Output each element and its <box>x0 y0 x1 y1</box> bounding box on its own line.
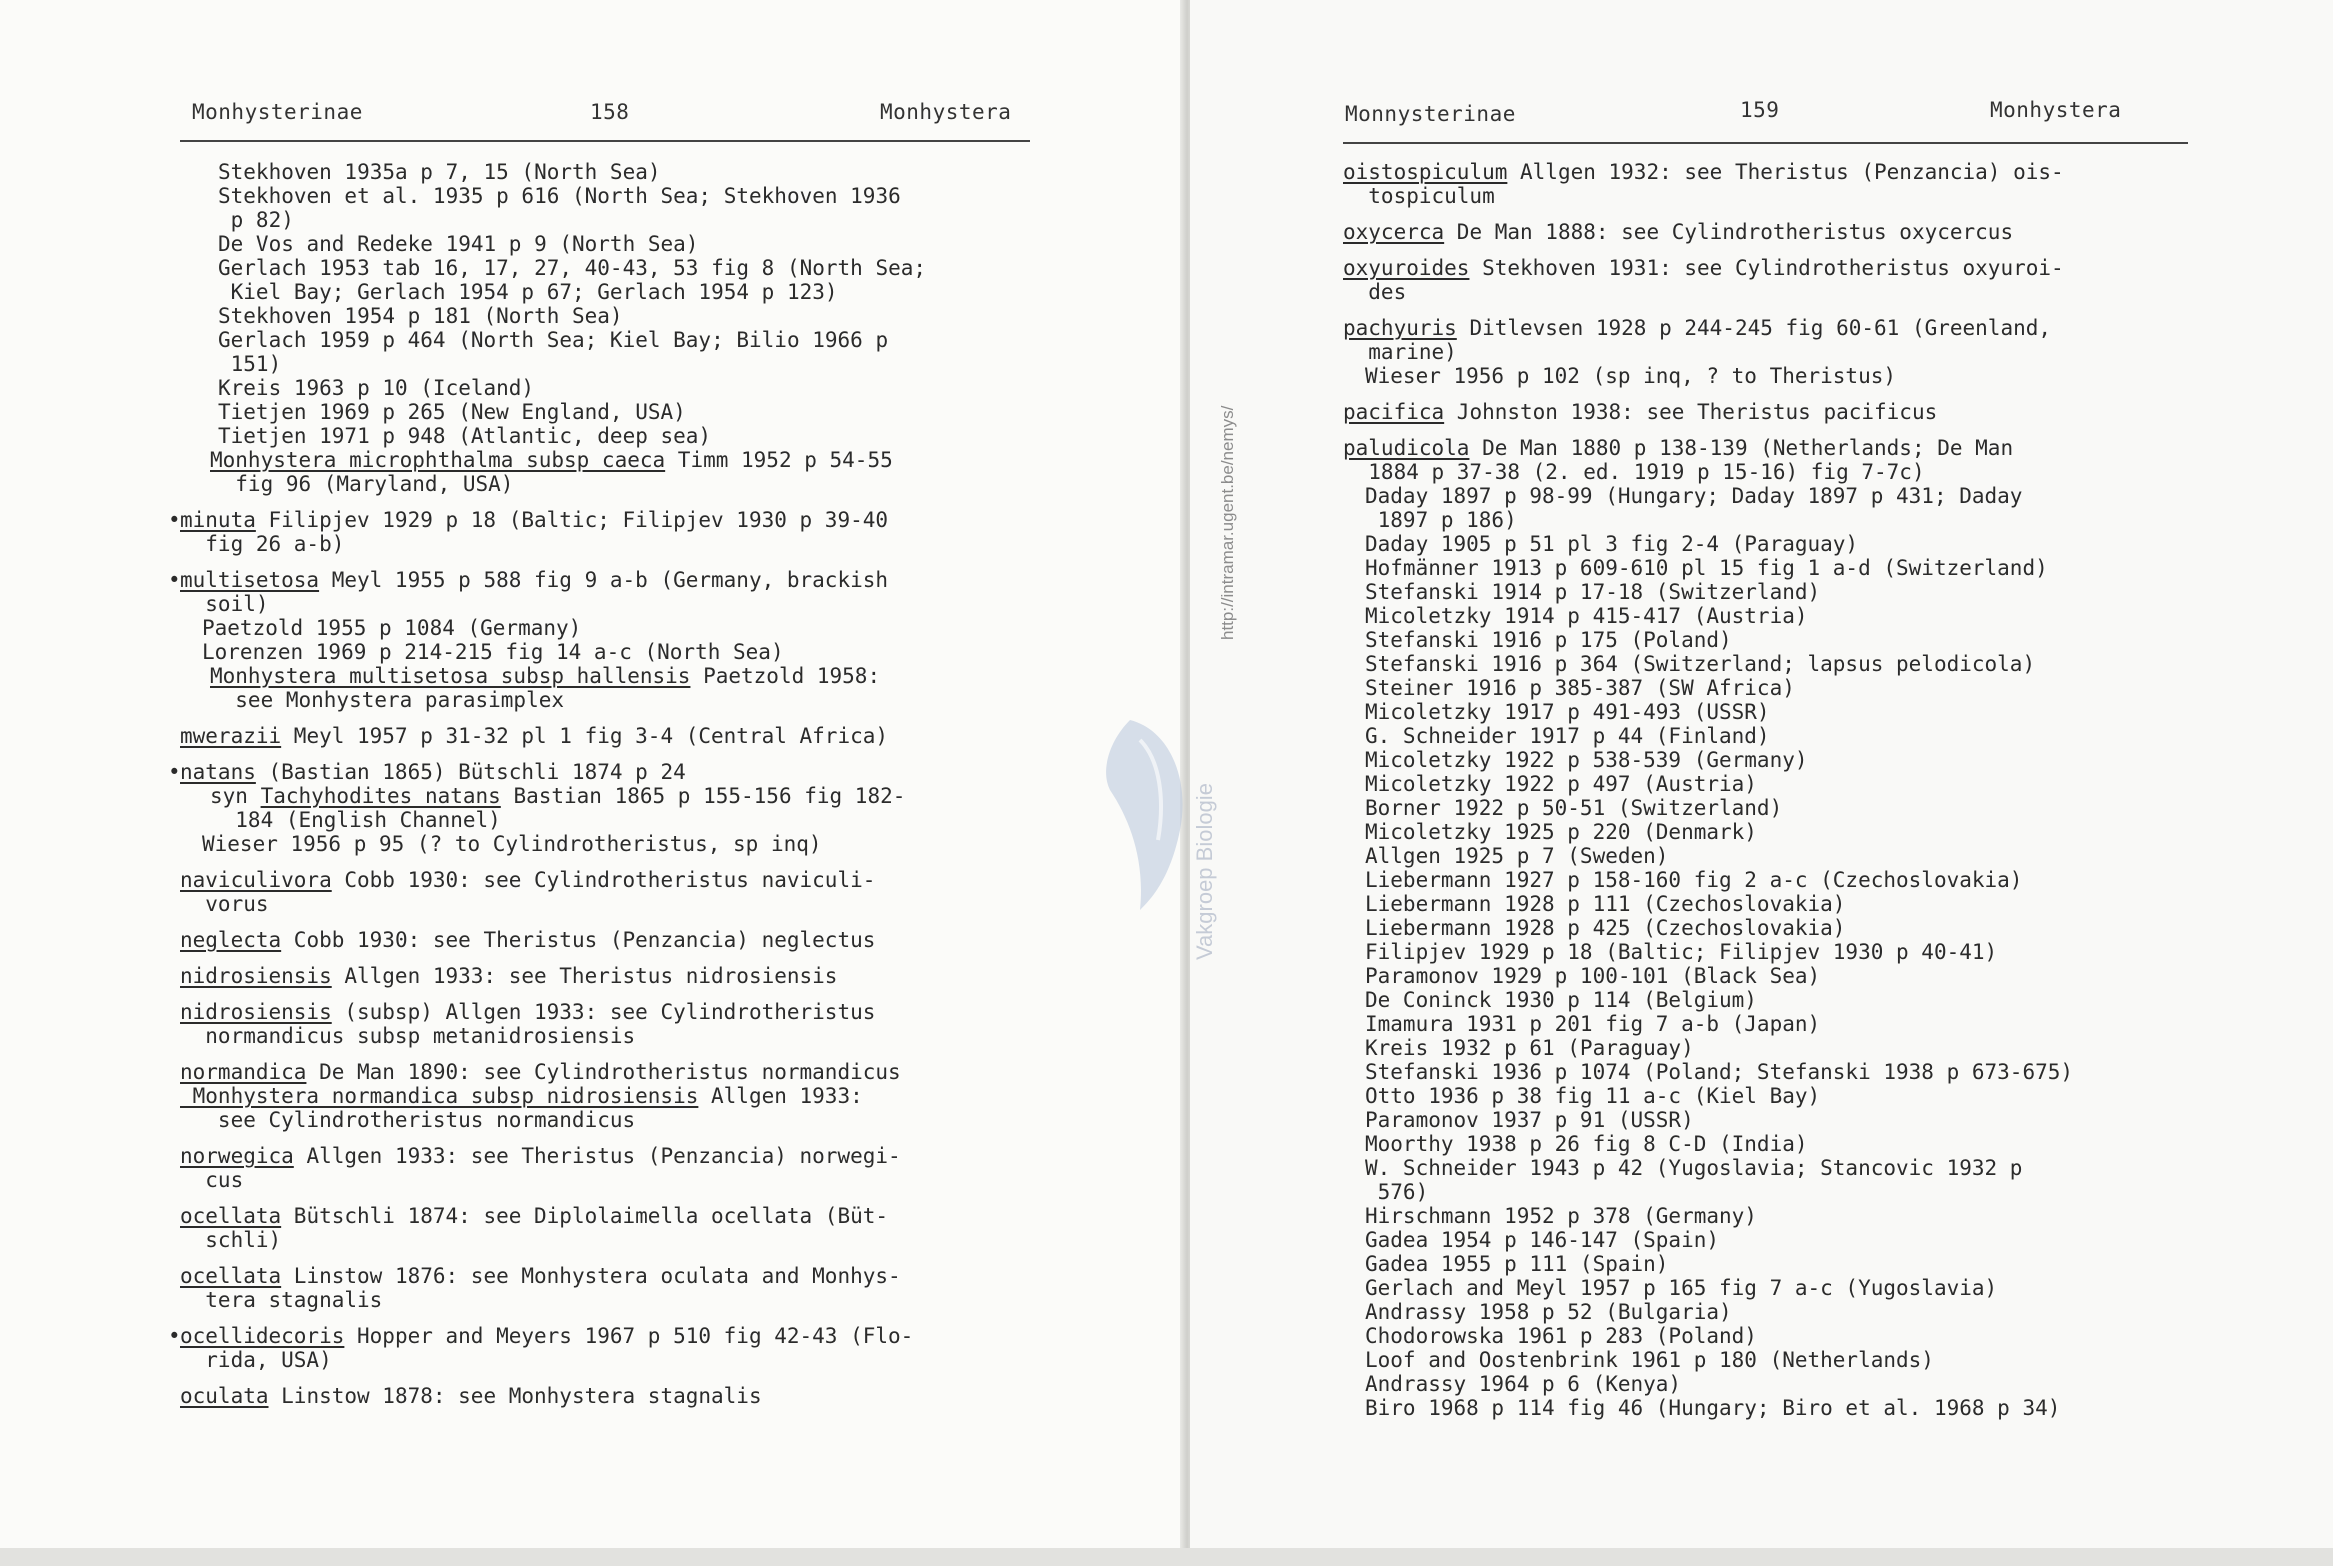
taxon-name: minuta <box>180 508 256 532</box>
entry-line <box>180 892 1060 916</box>
entry-line <box>1343 628 2243 652</box>
entry-bullet: • <box>168 1324 181 1348</box>
line-text: Tietjen 1971 p 948 (Atlantic, deep sea) <box>218 424 712 448</box>
line-text: Steiner 1916 p 385-387 (SW Africa) <box>1365 676 1795 700</box>
entry-line <box>1343 916 2243 940</box>
line-text: Allgen 1933: <box>698 1084 863 1108</box>
line-text: Daday 1905 p 51 pl 3 fig 2-4 (Paraguay) <box>1365 532 1859 556</box>
entry-line <box>180 592 1060 616</box>
entry <box>1343 436 2243 1420</box>
entry-line <box>1343 1228 2243 1252</box>
entry <box>1343 160 2243 208</box>
line-text: De Man 1888: see Cylindrotheristus oxycercus <box>1444 220 2014 244</box>
line-text: Paetzold 1958: <box>690 664 881 688</box>
line-text: 151) <box>218 352 282 376</box>
line-text: De Coninck 1930 p 114 (Belgium) <box>1365 988 1757 1012</box>
entry-line <box>180 724 1060 748</box>
line-text: De Vos and Redeke 1941 p 9 (North Sea) <box>218 232 699 256</box>
entry-bullet: • <box>168 568 181 592</box>
taxon-name: Monhystera microphthalma subsp caeca <box>210 448 666 472</box>
entry-line <box>180 208 1060 232</box>
entry-line <box>180 808 1060 832</box>
entry-line <box>180 160 1060 184</box>
entry-line <box>180 328 1060 352</box>
entry-line <box>180 508 1060 532</box>
line-text: Filipjev 1929 p 18 (Baltic; Filipjev 1930 p 39-40 <box>255 508 889 532</box>
entry-line <box>180 568 1060 592</box>
taxon-name: oculata <box>180 1384 269 1408</box>
line-text: Linstow 1876: see Monhystera oculata and Monhys- <box>281 1264 901 1288</box>
line-text: Linstow 1878: see Monhystera stagnalis <box>268 1384 762 1408</box>
taxon-name: oistospiculum <box>1343 160 1508 184</box>
entry-line <box>1343 340 2243 364</box>
entry-line <box>180 1288 1060 1312</box>
line-text: Wieser 1956 p 102 (sp inq, ? to Theristus) <box>1365 364 1897 388</box>
line-text: Andrassy 1964 p 6 (Kenya) <box>1365 1372 1682 1396</box>
entry <box>180 1000 1060 1048</box>
line-text: Liebermann 1928 p 111 (Czechoslovakia) <box>1365 892 1846 916</box>
line-text: Kiel Bay; Gerlach 1954 p 67; Gerlach 1954 p 123) <box>218 280 838 304</box>
entry-line <box>1343 400 2243 424</box>
entry-bullet: • <box>168 508 181 532</box>
line-text: Gerlach 1953 tab 16, 17, 27, 40-43, 53 fig 8 (North Sea; <box>218 256 927 280</box>
line-text: Micoletzky 1917 p 491-493 (USSR) <box>1365 700 1770 724</box>
line-text: Micoletzky 1922 p 497 (Austria) <box>1365 772 1757 796</box>
entry-line <box>1343 220 2243 244</box>
entry-line <box>180 1060 1060 1084</box>
line-text: 576) <box>1365 1180 1429 1204</box>
line-text: W. Schneider 1943 p 42 (Yugoslavia; Stancovic 1932 p <box>1365 1156 2023 1180</box>
line-text: Allgen 1933: see Theristus (Penzancia) norwegi- <box>293 1144 901 1168</box>
entry-line <box>1343 508 2243 532</box>
entry-line <box>1343 1012 2243 1036</box>
taxon-name: ocellata <box>180 1264 282 1288</box>
line-text: 1897 p 186) <box>1365 508 1517 532</box>
entry <box>1343 220 2243 244</box>
scan-bottom-edge <box>0 1548 2333 1566</box>
line-text: Kreis 1963 p 10 (Iceland) <box>218 376 535 400</box>
entry-line <box>1343 1060 2243 1084</box>
taxon-name: pacifica <box>1343 400 1445 424</box>
line-text: Meyl 1955 p 588 fig 9 a-b (Germany, brackish <box>319 568 889 592</box>
synonym-name: Tachyhodites natans <box>260 784 501 808</box>
entry-line <box>1343 940 2243 964</box>
entry-line <box>180 760 1060 784</box>
line-text: Bütschli 1874: see Diplolaimella ocellata (Büt- <box>281 1204 889 1228</box>
line-text: De Man 1890: see Cylindrotheristus normandicus <box>306 1060 901 1084</box>
entry-line <box>1343 1348 2243 1372</box>
line-text: Lorenzen 1969 p 214-215 fig 14 a-c (North Sea) <box>202 640 784 664</box>
entry-line <box>180 1384 1060 1408</box>
line-text: marine) <box>1343 340 1457 364</box>
entry-line <box>1343 1108 2243 1132</box>
line-text: syn <box>210 784 261 808</box>
line-text: Stefanski 1916 p 364 (Switzerland; lapsus pelodicola) <box>1365 652 2036 676</box>
line-text: soil) <box>180 592 269 616</box>
line-text: Liebermann 1928 p 425 (Czechoslovakia) <box>1365 916 1846 940</box>
taxon-name: neglecta <box>180 928 282 952</box>
entry-line <box>180 1228 1060 1252</box>
entry-line <box>1343 748 2243 772</box>
line-text: Hopper and Meyers 1967 p 510 fig 42-43 (Flo- <box>344 1324 914 1348</box>
entry-bullet: • <box>168 760 181 784</box>
entry-line <box>1343 772 2243 796</box>
taxon-name: nidrosiensis <box>180 1000 332 1024</box>
entry <box>180 868 1060 916</box>
entry-line <box>180 688 1060 712</box>
line-text: Kreis 1932 p 61 (Paraguay) <box>1365 1036 1694 1060</box>
line-text: tera stagnalis <box>180 1288 383 1312</box>
entry-line <box>1343 364 2243 388</box>
line-text: Meyl 1957 p 31-32 pl 1 fig 3-4 (Central Africa) <box>281 724 889 748</box>
entry-line <box>180 664 1060 688</box>
entry-line <box>1343 316 2243 340</box>
entry-line <box>1343 1324 2243 1348</box>
entry-line <box>1343 184 2243 208</box>
line-text: vorus <box>180 892 269 916</box>
taxon-name: oxycerca <box>1343 220 1445 244</box>
line-text: Gadea 1955 p 111 (Spain) <box>1365 1252 1669 1276</box>
entry-line <box>1343 652 2243 676</box>
entry <box>1343 256 2243 304</box>
line-text: Liebermann 1927 p 158-160 fig 2 a-c (Czechoslovakia) <box>1365 868 2023 892</box>
entry-line <box>1343 1372 2243 1396</box>
line-text: tospiculum <box>1343 184 1495 208</box>
line-text: Biro 1968 p 114 fig 46 (Hungary; Biro et al. 1968 p 34) <box>1365 1396 2061 1420</box>
line-text: Gerlach 1959 p 464 (North Sea; Kiel Bay; Bilio 1966 p <box>218 328 889 352</box>
entry-line <box>1343 160 2243 184</box>
line-text: fig 96 (Maryland, USA) <box>210 472 514 496</box>
entry <box>180 1384 1060 1408</box>
line-text: Gerlach and Meyl 1957 p 165 fig 7 a-c (Yugoslavia) <box>1365 1276 1998 1300</box>
watermark-url: http://intramar.ugent.be/nemys/ <box>1218 405 1237 640</box>
entry <box>180 724 1060 748</box>
left-header-rule <box>180 140 1030 142</box>
line-text: Micoletzky 1922 p 538-539 (Germany) <box>1365 748 1808 772</box>
right-page <box>1190 0 2333 1548</box>
line-text: 1884 p 37-38 (2. ed. 1919 p 15-16) fig 7-7c) <box>1343 460 1925 484</box>
entry <box>1343 400 2243 424</box>
entry-line <box>1343 1084 2243 1108</box>
line-text: Stekhoven et al. 1935 p 616 (North Sea; Stekhoven 1936 <box>218 184 901 208</box>
entry-line <box>1343 532 2243 556</box>
entry-line <box>1343 1204 2243 1228</box>
entry <box>168 568 1060 712</box>
entry <box>1343 316 2243 388</box>
line-text: Imamura 1931 p 201 fig 7 a-b (Japan) <box>1365 1012 1821 1036</box>
line-text: see Cylindrotheristus normandicus <box>180 1108 636 1132</box>
entry-line <box>180 1024 1060 1048</box>
entry-line <box>1343 1300 2243 1324</box>
entry-line <box>180 1204 1060 1228</box>
entry-line <box>180 1144 1060 1168</box>
line-text: Moorthy 1938 p 26 fig 8 C-D (India) <box>1365 1132 1808 1156</box>
entry-line <box>1343 988 2243 1012</box>
entry <box>180 928 1060 952</box>
entry-line <box>1343 724 2243 748</box>
line-text: Paramonov 1937 p 91 (USSR) <box>1365 1108 1694 1132</box>
line-text: Hofmänner 1913 p 609-610 pl 15 fig 1 a-d (Switzerland) <box>1365 556 2048 580</box>
line-text: Paetzold 1955 p 1084 (Germany) <box>202 616 582 640</box>
entry-line <box>180 448 1060 472</box>
line-text: normandicus subsp metanidrosiensis <box>180 1024 636 1048</box>
entry-line <box>1343 280 2243 304</box>
line-text: cus <box>180 1168 244 1192</box>
entry-line <box>1343 436 2243 460</box>
line-text: Timm 1952 p 54-55 <box>665 448 893 472</box>
entry-line <box>180 928 1060 952</box>
line-text: Daday 1897 p 98-99 (Hungary; Daday 1897 p 431; Daday <box>1365 484 2023 508</box>
entry-line <box>180 868 1060 892</box>
line-text: Stefanski 1916 p 175 (Poland) <box>1365 628 1732 652</box>
line-text: Stekhoven 1931: see Cylindrotheristus oxyuroi- <box>1469 256 2064 280</box>
line-text: Ditlevsen 1928 p 244-245 fig 60-61 (Greenland, <box>1456 316 2052 340</box>
entry-line <box>1343 556 2243 580</box>
entry-line <box>180 472 1060 496</box>
entry-line <box>180 1084 1060 1108</box>
entry-line <box>1343 892 2243 916</box>
line-text: Micoletzky 1914 p 415-417 (Austria) <box>1365 604 1808 628</box>
entry-line <box>180 232 1060 256</box>
entry-line <box>1343 796 2243 820</box>
line-text: Stekhoven 1935a p 7, 15 (North Sea) <box>218 160 661 184</box>
line-text: Stefanski 1914 p 17-18 (Switzerland) <box>1365 580 1821 604</box>
line-text: Tietjen 1969 p 265 (New England, USA) <box>218 400 686 424</box>
left-header-section: Monhysterinae <box>192 100 363 124</box>
entry-line <box>1343 1396 2243 1420</box>
line-text: Cobb 1930: see Cylindrotheristus naviculi- <box>331 868 876 892</box>
taxon-name: ocellata <box>180 1204 282 1228</box>
taxon-name: norwegica <box>180 1144 294 1168</box>
entry-line <box>180 640 1060 664</box>
taxon-name: oxyuroides <box>1343 256 1470 280</box>
taxon-name: Monhystera normandica subsp nidrosiensis <box>180 1084 699 1108</box>
entry <box>180 964 1060 988</box>
entry-line <box>1343 580 2243 604</box>
entry-line <box>1343 820 2243 844</box>
taxon-name: nidrosiensis <box>180 964 332 988</box>
taxon-name: paludicola <box>1343 436 1470 460</box>
entry-line <box>1343 868 2243 892</box>
taxon-name: naviculivora <box>180 868 332 892</box>
taxon-name: pachyuris <box>1343 316 1457 340</box>
line-text: Stekhoven 1954 p 181 (North Sea) <box>218 304 623 328</box>
entry-line <box>1343 1252 2243 1276</box>
line-text: Borner 1922 p 50-51 (Switzerland) <box>1365 796 1783 820</box>
entry <box>180 1264 1060 1312</box>
line-text: fig 26 a-b) <box>180 532 345 556</box>
line-text: Loof and Oostenbrink 1961 p 180 (Netherlands) <box>1365 1348 1934 1372</box>
right-header-section: Monnysterinae <box>1345 102 1516 126</box>
entry-line <box>180 1348 1060 1372</box>
entry-line <box>1343 1180 2243 1204</box>
taxon-name: mwerazii <box>180 724 282 748</box>
line-text: see Monhystera parasimplex <box>210 688 565 712</box>
entry-line <box>180 832 1060 856</box>
right-header-genus: Monhystera <box>1990 98 2122 122</box>
taxon-name: multisetosa <box>180 568 320 592</box>
line-text: (Bastian 1865) Bütschli 1874 p 24 <box>255 760 686 784</box>
entry <box>168 760 1060 856</box>
entry-line <box>180 616 1060 640</box>
line-text: Andrassy 1958 p 52 (Bulgaria) <box>1365 1300 1732 1324</box>
line-text: G. Schneider 1917 p 44 (Finland) <box>1365 724 1770 748</box>
line-text: schli) <box>180 1228 282 1252</box>
watermark-group-text: Vakgroep Biologie <box>1192 783 1217 960</box>
entry-line <box>1343 460 2243 484</box>
taxon-name: natans <box>180 760 256 784</box>
entry-line <box>1343 1036 2243 1060</box>
line-text: des <box>1343 280 1407 304</box>
entry-line <box>180 1168 1060 1192</box>
line-text: Stefanski 1936 p 1074 (Poland; Stefanski 1938 p 673-675) <box>1365 1060 2074 1084</box>
taxon-name: ocellidecoris <box>180 1324 345 1348</box>
line-text: rida, USA) <box>180 1348 332 1372</box>
line-text: 184 (English Channel) <box>210 808 501 832</box>
line-text: Allgen 1932: see Theristus (Penzancia) ois- <box>1507 160 2064 184</box>
line-text: Allgen 1933: see Theristus nidrosiensis <box>331 964 838 988</box>
entry <box>180 1144 1060 1192</box>
entry <box>180 1204 1060 1252</box>
line-text: Bastian 1865 p 155-156 fig 182- <box>500 784 906 808</box>
entry-line <box>180 964 1060 988</box>
line-text: Hirschmann 1952 p 378 (Germany) <box>1365 1204 1757 1228</box>
taxon-name: normandica <box>180 1060 307 1084</box>
line-text: Allgen 1925 p 7 (Sweden) <box>1365 844 1669 868</box>
entry-line <box>180 1324 1060 1348</box>
entry <box>168 508 1060 556</box>
line-text: Wieser 1956 p 95 (? to Cylindrotheristus, sp inq) <box>202 832 822 856</box>
entry-line <box>180 1000 1060 1024</box>
entry-line <box>180 304 1060 328</box>
entry-line <box>180 376 1060 400</box>
entry-line <box>1343 604 2243 628</box>
line-text: Otto 1936 p 38 fig 11 a-c (Kiel Bay) <box>1365 1084 1821 1108</box>
right-header-rule <box>1343 142 2188 144</box>
entry-line <box>180 352 1060 376</box>
entry-line <box>1343 1276 2243 1300</box>
line-text: p 82) <box>218 208 294 232</box>
entry-line <box>180 532 1060 556</box>
line-text: De Man 1880 p 138-139 (Netherlands; De Man <box>1469 436 2014 460</box>
line-text: Johnston 1938: see Theristus pacificus <box>1444 400 1938 424</box>
entry-line <box>1343 700 2243 724</box>
entry <box>168 1324 1060 1372</box>
entry-line <box>1343 676 2243 700</box>
entry-line <box>1343 484 2243 508</box>
taxon-name: Monhystera multisetosa subsp hallensis <box>210 664 691 688</box>
line-text: (subsp) Allgen 1933: see Cylindrotheristus <box>331 1000 876 1024</box>
left-header-genus: Monhystera <box>880 100 1012 124</box>
line-text: Chodorowska 1961 p 283 (Poland) <box>1365 1324 1757 1348</box>
entry <box>180 160 1060 496</box>
line-text: Cobb 1930: see Theristus (Penzancia) neglectus <box>281 928 876 952</box>
entry-line <box>180 256 1060 280</box>
right-entries <box>1343 160 2243 1432</box>
line-text: Paramonov 1929 p 100-101 (Black Sea) <box>1365 964 1821 988</box>
entry-line <box>1343 256 2243 280</box>
left-page-number: 158 <box>590 100 630 124</box>
entry-line <box>180 280 1060 304</box>
entry-line <box>1343 1132 2243 1156</box>
left-entries <box>168 160 1060 1420</box>
right-page-number: 159 <box>1740 98 1780 122</box>
entry-line <box>180 424 1060 448</box>
entry-line <box>180 1108 1060 1132</box>
entry-line <box>180 784 1060 808</box>
entry-line <box>180 400 1060 424</box>
entry-line <box>1343 844 2243 868</box>
line-text: Gadea 1954 p 146-147 (Spain) <box>1365 1228 1720 1252</box>
line-text: Filipjev 1929 p 18 (Baltic; Filipjev 1930 p 40-41) <box>1365 940 1998 964</box>
line-text: Micoletzky 1925 p 220 (Denmark) <box>1365 820 1757 844</box>
entry <box>180 1060 1060 1132</box>
entry-line <box>180 184 1060 208</box>
entry-line <box>180 1264 1060 1288</box>
entry-line <box>1343 1156 2243 1180</box>
entry-line <box>1343 964 2243 988</box>
